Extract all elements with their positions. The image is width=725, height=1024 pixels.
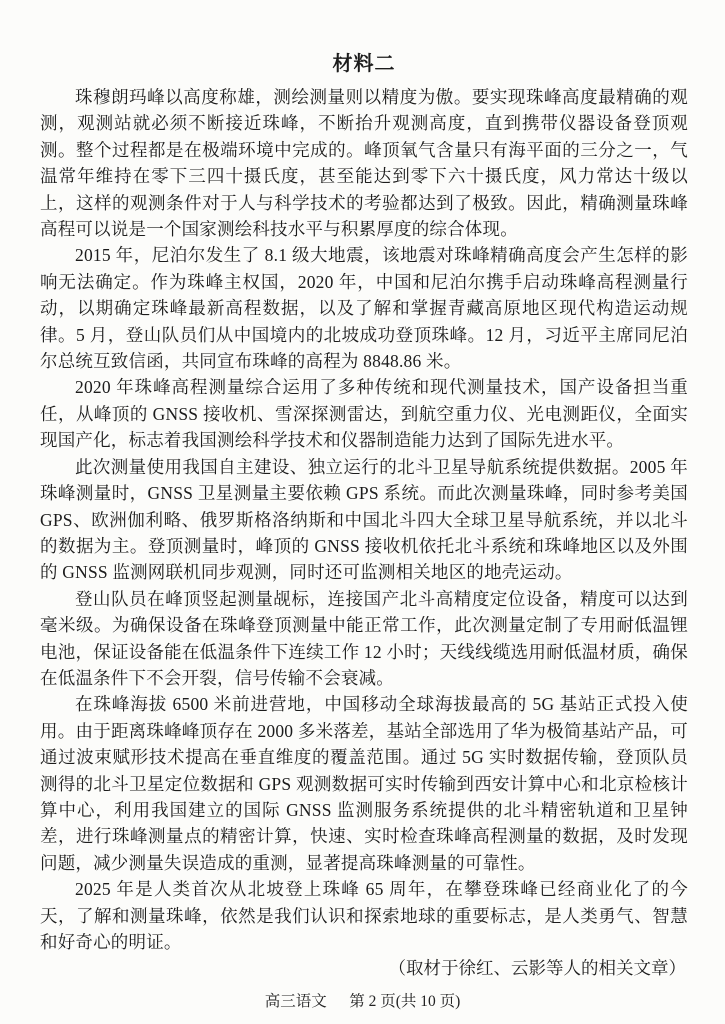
section-title: 材料二	[332, 53, 396, 75]
footer-page-number: 第 2 页(共 10 页)	[349, 993, 461, 1010]
paragraph-4: 此次测量使用我国自主建设、独立运行的北斗卫星导航系统提供数据。2005 年珠峰测量时，GNSS 卫星测量主要依赖 GPS 系统。而此次测量珠峰，同时参考美国 GPS、欧洲伽利略、俄罗斯格洛纳斯和中国北斗四大全球卫星导航系统，并以北斗的数据为主。登顶测量时，峰顶的 GNSS 接收机依托北斗系统和珠峰地区以及外围的 GNSS 监测网联机同步观测，同时还可监测相关地区的地壳运动。	[40, 456, 688, 583]
page-footer	[0, 992, 725, 1012]
paragraph-2: 2015 年，尼泊尔发生了 8.1 级大地震，该地震对珠峰精确高度会产生怎样的影响无法确定。作为珠峰主权国，2020 年，中国和尼泊尔携手启动珠峰高程测量行动，以期确定珠峰最新高程数据，以及了解和掌握青藏高原地区现代构造运动规律。5 月，登山队员们从中国境内的北坡成功登顶珠峰。12 月，习近平主席同尼泊尔总统互致信函，共同宣布珠峰的高程为 8848.86 米。	[40, 245, 688, 372]
paragraph-3: 2020 年珠峰高程测量综合运用了多种传统和现代测量技术，国产设备担当重任，从峰顶的 GNSS 接收机、雪深探测雷达，到航空重力仪、光电测距仪，全面实现国产化，标志着我国测绘科学技术和仪器制造能力达到了国际先进水平。	[40, 377, 688, 451]
source-attribution: （取材于徐红、云影等人的相关文章）	[388, 958, 686, 979]
paragraph-7: 2025 年是人类首次从北坡登上珠峰 65 周年，在攀登珠峰已经商业化了的今天，了解和测量珠峰，依然是我们认识和探索地球的重要标志，是人类勇气、智慧和好奇心的明证。	[40, 879, 688, 952]
paragraph-5: 登山队员在峰顶竖起测量觇标，连接国产北斗高精度定位设备，精度可以达到毫米级。为确保设备在珠峰登顶测量中能正常工作，此次测量定制了专用耐低温锂电池，保证设备能在低温条件下连续工作 12 小时；天线线缆选用耐低温材质，确保在低温条件下不会开裂，信号传输不会衰减。	[40, 588, 688, 688]
paragraph-6: 在珠峰海拔 6500 米前进营地，中国移动全球海拔最高的 5G 基站正式投入使用。由于距离珠峰峰顶存在 2000 多米落差，基站全部选用了华为极简基站产品，可通过波束赋形技术提高在垂直维度的覆盖范围。通过 5G 实时数据传输，登顶队员测得的北斗卫星定位数据和 GPS 观测数据可实时传输到西安计算中心和北京检核计算中心，利用我国建立的国际 GNSS 监测服务系统提供的北斗精密轨道和卫星钟差，进行珠峰测量点的精密计算，快速、实时检查珠峰高程测量的数据，及时发现问题，减少测量失误造成的重测，显著提高珠峰测量的可靠性。	[40, 694, 688, 873]
passage-body	[40, 84, 688, 955]
footer-subject-label: 高三语文	[264, 993, 327, 1010]
paragraph-1: 珠穆朗玛峰以高度称雄，测绘测量则以精度为傲。要实现珠峰高度最精确的观测，观测站就必须不断接近珠峰，不断抬升观测高度，直到携带仪器设备登顶观测。整个过程都是在极端环境中完成的。峰顶氧气含量只有海平面的三分之一，气温常年维持在零下三四十摄氏度，甚至能达到零下六十摄氏度，风力常达十级以上，这样的观测条件对于人与科学技术的考验都达到了极致。因此，精确测量珠峰高程可以说是一个国家测绘科技水平与积累厚度的综合体现。	[40, 87, 688, 240]
